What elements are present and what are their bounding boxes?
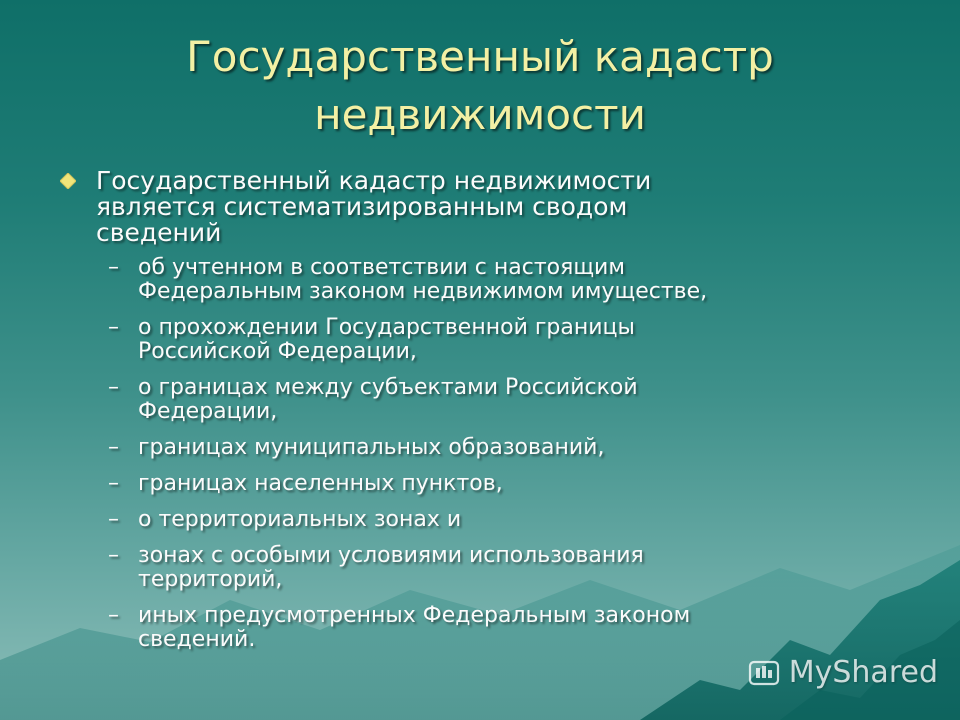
dash-marker: – xyxy=(108,375,119,400)
sub-bullet-list xyxy=(108,256,900,652)
dash-marker: – xyxy=(108,315,119,340)
sub-item-line-2: Федеральным законом недвижимом имуществе, xyxy=(138,279,708,304)
sub-item-line-1: иных предусмотренных Федеральным законом xyxy=(138,603,691,628)
dash-marker: – xyxy=(108,603,119,628)
sub-item-line-1: зонах с особыми условиями использования xyxy=(138,543,644,568)
main-bullet-line-3: сведений xyxy=(96,218,222,247)
main-bullet-line-1: Государственный кадастр недвижимости xyxy=(96,166,652,195)
sub-item-line-2: Российской Федерации, xyxy=(138,339,417,364)
sub-item-line-1: о территориальных зонах и xyxy=(138,507,462,532)
sub-bullet-item xyxy=(108,256,900,304)
dash-marker: – xyxy=(108,471,119,496)
sub-item-line-1: границах населенных пунктов, xyxy=(138,471,503,496)
sub-item-line-1: границах муниципальных образований, xyxy=(138,435,605,460)
dash-marker: – xyxy=(108,507,119,532)
sub-bullet-item xyxy=(108,508,900,532)
sub-item-line-2: территорий, xyxy=(138,567,283,592)
sub-item-line-1: о прохождении Государственной границы xyxy=(138,315,635,340)
title-line-1: Государственный кадастр xyxy=(186,32,774,81)
myshared-watermark xyxy=(747,655,938,690)
sub-bullet-item xyxy=(108,376,900,424)
watermark-text: MyShared xyxy=(788,655,938,690)
sub-bullet-item xyxy=(108,472,900,496)
main-bullet xyxy=(60,168,900,246)
dash-marker: – xyxy=(108,435,119,460)
slide-content xyxy=(60,168,900,664)
myshared-logo-icon xyxy=(747,656,781,690)
slide-title xyxy=(60,28,900,144)
sub-bullet-item xyxy=(108,316,900,364)
sub-item-line-1: об учтенном в соответствии с настоящим xyxy=(138,255,625,280)
sub-item-line-1: о границах между субъектами Российской xyxy=(138,375,638,400)
sub-bullet-item xyxy=(108,544,900,592)
sub-bullet-item xyxy=(108,604,900,652)
dash-marker: – xyxy=(108,543,119,568)
sub-item-line-2: Федерации, xyxy=(138,399,278,424)
dash-marker: – xyxy=(108,255,119,280)
sub-bullet-item xyxy=(108,436,900,460)
title-line-2: недвижимости xyxy=(314,90,646,139)
sub-item-line-2: сведений. xyxy=(138,627,256,652)
diamond-bullet-icon xyxy=(60,173,76,189)
main-bullet-line-2: является систематизированным сводом xyxy=(96,192,628,221)
